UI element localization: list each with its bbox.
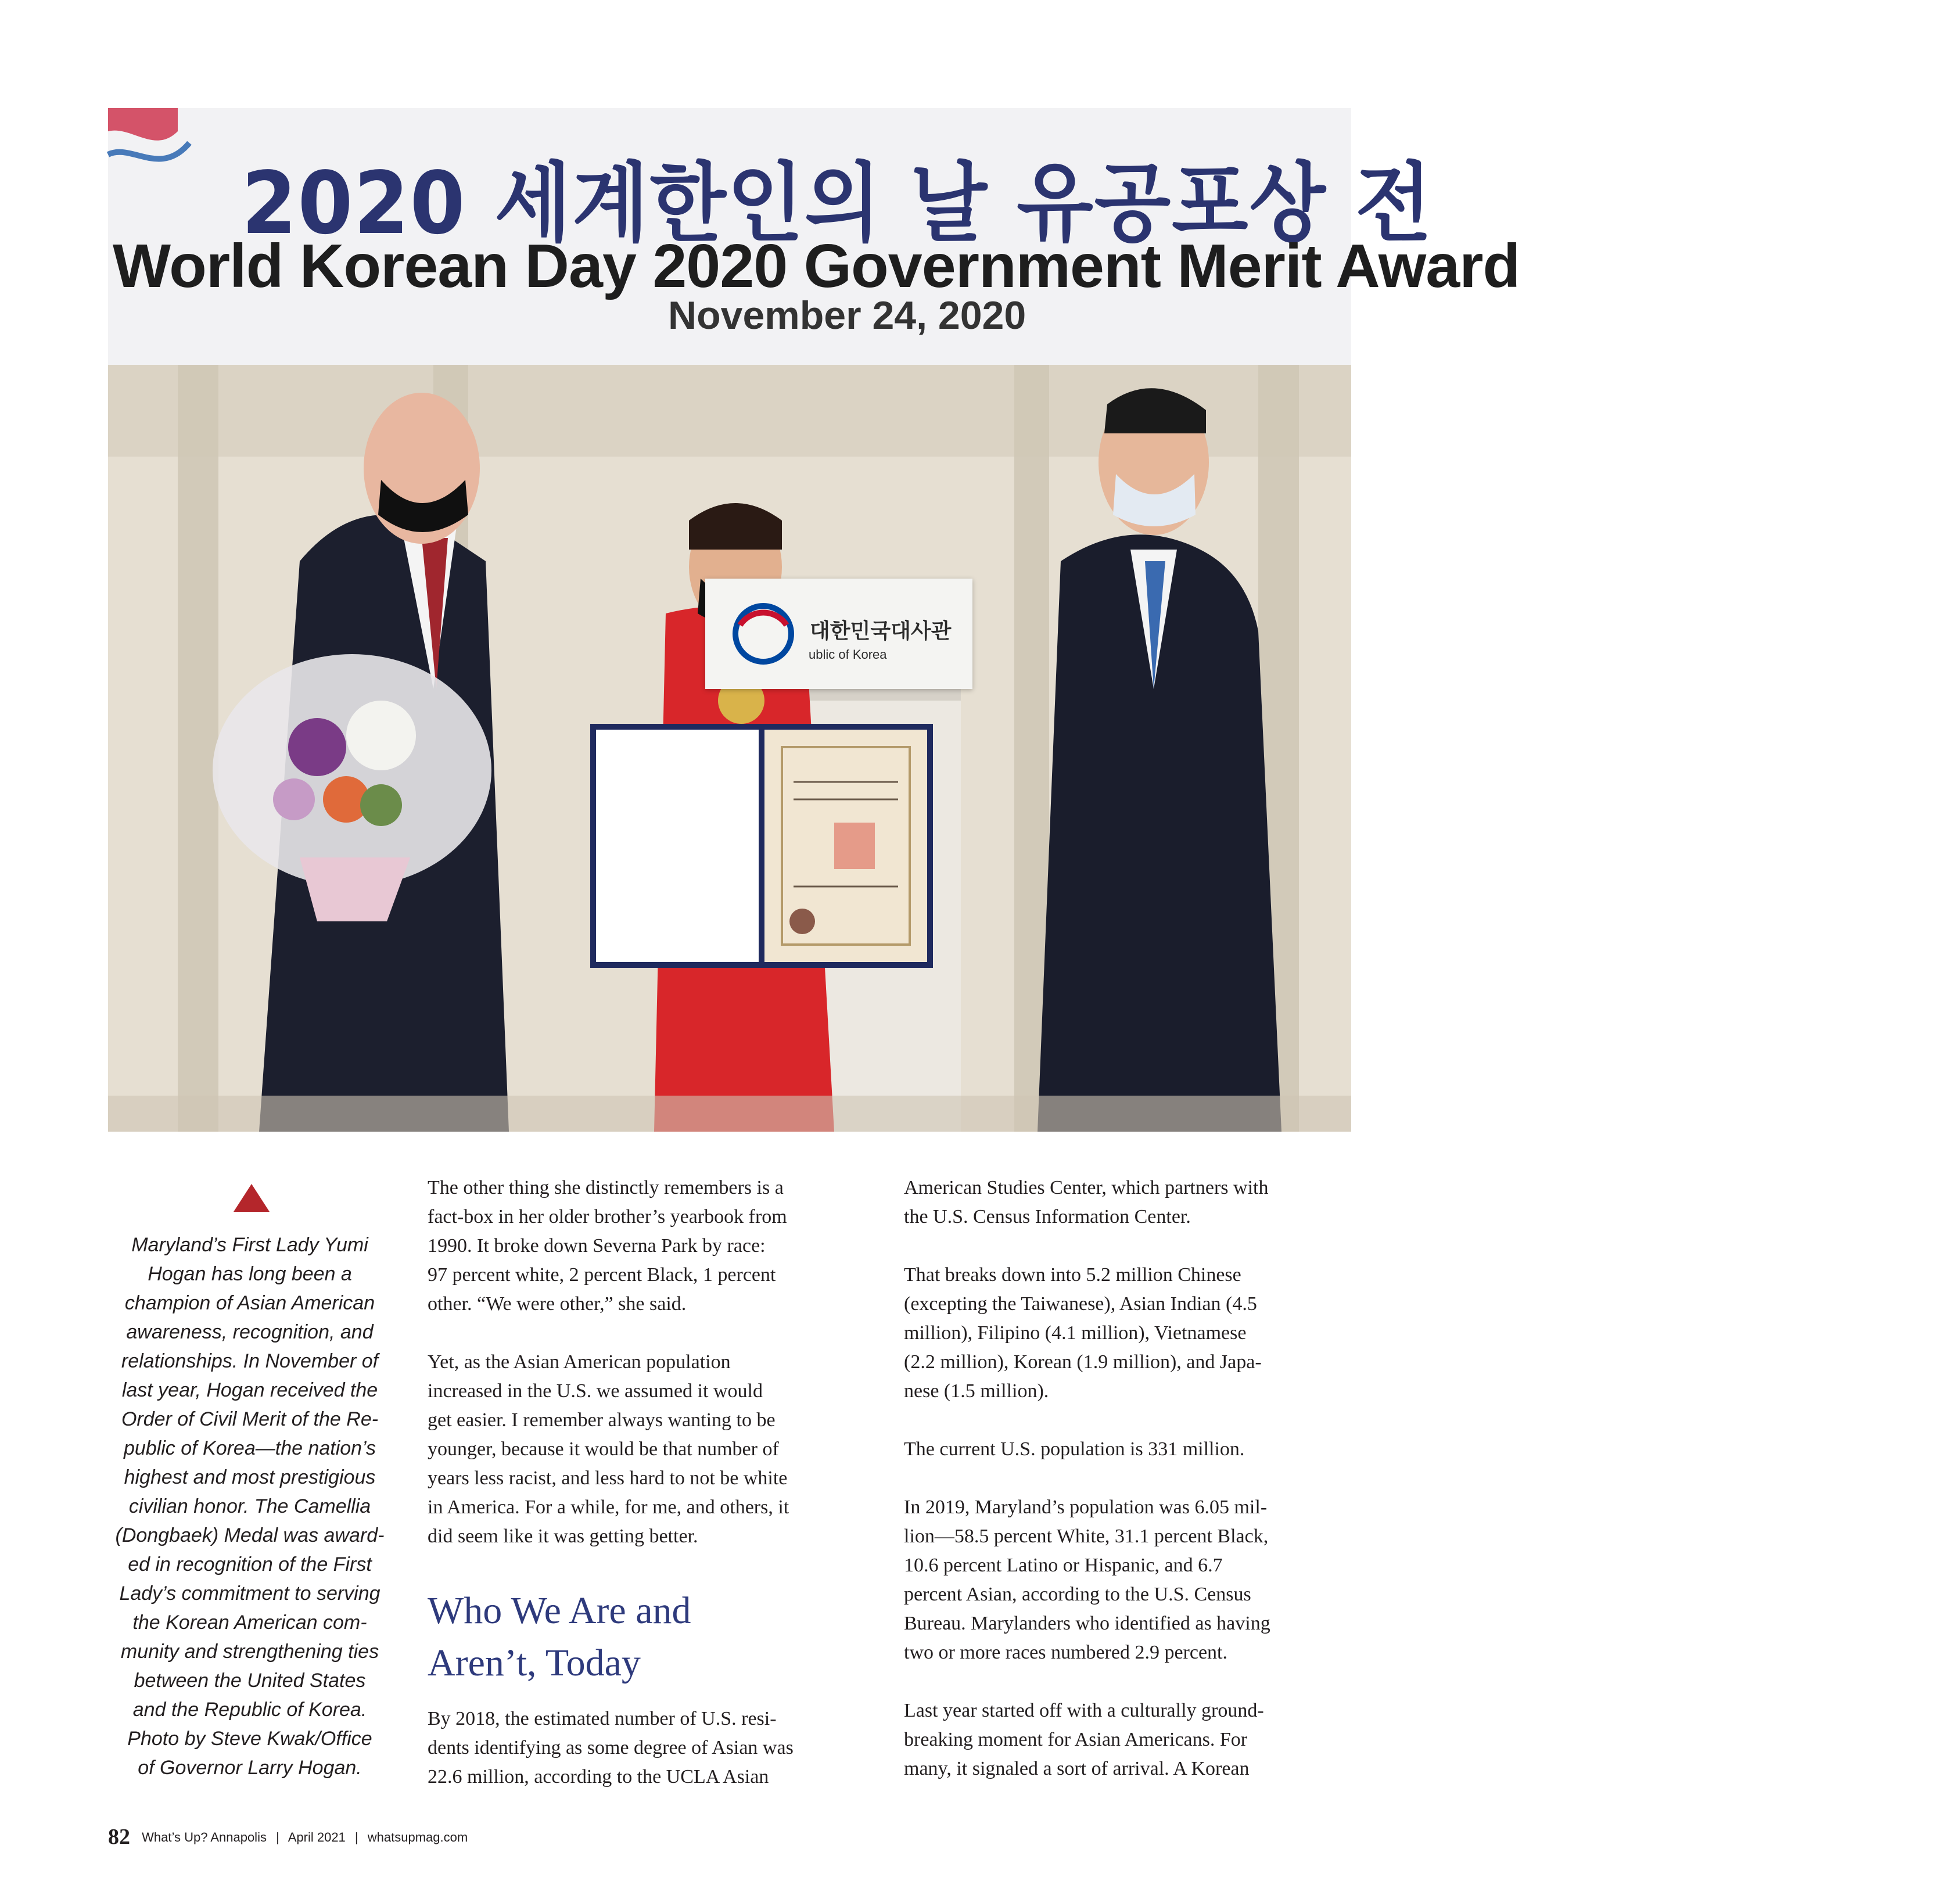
text-line: two or more races numbered 2.9 percent. [904, 1642, 1227, 1663]
heading-line: Who We Are and [428, 1589, 691, 1632]
caption-line: Lady’s commitment to serving [119, 1582, 380, 1605]
page-footer [108, 1824, 468, 1850]
paragraph [428, 1173, 869, 1319]
body-column-2 [428, 1173, 869, 1792]
caption-line: ed in recognition of the First [128, 1553, 372, 1575]
caption-line: munity and strengthening ties [120, 1641, 379, 1663]
paragraph [904, 1493, 1357, 1667]
text-line: 22.6 million, according to the UCLA Asian [428, 1766, 769, 1788]
text-line: dents identifying as some degree of Asian was [428, 1737, 794, 1758]
section-heading [428, 1585, 869, 1689]
text-line: (excepting the Taiwanese), Asian Indian (4.5 [904, 1293, 1257, 1315]
text-line: years less racist, and less hard to not be white [428, 1467, 788, 1489]
text-line: By 2018, the estimated number of U.S. resi- [428, 1708, 777, 1729]
text-line: 10.6 percent Latino or Hispanic, and 6.7 [904, 1555, 1223, 1576]
text-line: million), Filipino (4.1 million), Vietnamese [904, 1322, 1247, 1344]
paragraph [904, 1696, 1357, 1783]
award-ceremony-photo [108, 108, 1520, 1132]
caption-line: of Governor Larry Hogan. [138, 1757, 362, 1779]
text-line: other. “We were other,” she said. [428, 1293, 687, 1315]
text-line: in America. For a while, for me, and others, it [428, 1496, 789, 1518]
caption-line: Hogan has long been a [148, 1263, 352, 1285]
footer-separator: | [276, 1830, 279, 1844]
text-line: (2.2 million), Korean (1.9 million), and Japa- [904, 1351, 1262, 1373]
text-line: The current U.S. population is 331 million. [904, 1438, 1245, 1460]
event-banner [108, 108, 1520, 365]
caption-line: (Dongbaek) Medal was award- [115, 1524, 385, 1546]
caption-line: awareness, recognition, and [126, 1321, 374, 1343]
text-line: percent Asian, according to the U.S. Census [904, 1584, 1251, 1605]
embassy-sign-korean: 대한민국대사관 [810, 619, 952, 643]
caption-line: highest and most prestigious [124, 1466, 376, 1488]
caption-line: public of Korea—the nation’s [123, 1437, 376, 1459]
text-line: 97 percent white, 2 percent Black, 1 percent [428, 1264, 776, 1286]
text-line: lion—58.5 percent White, 31.1 percent Black, [904, 1526, 1269, 1547]
banner-english-title: World Korean Day 2020 Government Merit Award [113, 232, 1520, 300]
caption-line: champion of Asian American [124, 1292, 375, 1314]
caption-line: Photo by Steve Kwak/Office [127, 1728, 372, 1750]
caption-line: Maryland’s First Lady Yumi [131, 1234, 368, 1256]
text-line: fact-box in her older brother’s yearbook from [428, 1206, 787, 1228]
caption-line: the Korean American com- [132, 1612, 367, 1634]
text-line: 1990. It broke down Severna Park by race: [428, 1235, 766, 1257]
text-line: American Studies Center, which partners with [904, 1177, 1269, 1198]
publication-name: What’s Up? Annapolis [142, 1830, 267, 1844]
text-line: nese (1.5 million). [904, 1380, 1049, 1402]
banner-date: November 24, 2020 [668, 293, 1026, 338]
paragraph [428, 1704, 869, 1792]
embassy-sign [705, 579, 972, 689]
caption-line: civilian honor. The Camellia [128, 1495, 371, 1517]
banner-korean-title: 2020 세계한인의 날 유공포상 전 [242, 153, 1433, 253]
text-line: many, it signaled a sort of arrival. A Korean [904, 1758, 1250, 1779]
paragraph [904, 1173, 1357, 1232]
text-line: In 2019, Maryland’s population was 6.05 mil- [904, 1496, 1268, 1518]
website-link[interactable]: whatsupmag.com [367, 1830, 468, 1844]
text-line: younger, because it would be that number of [428, 1438, 779, 1460]
page-number: 82 [108, 1825, 130, 1849]
text-line: did seem like it was getting better. [428, 1526, 698, 1547]
caption-pointer-icon [234, 1184, 270, 1212]
paragraph [428, 1348, 869, 1551]
caption-line: last year, Hogan received the [121, 1379, 378, 1401]
text-line: The other thing she distinctly remembers is a [428, 1177, 784, 1198]
text-line: Last year started off with a culturally ground- [904, 1700, 1264, 1721]
caption-line: and the Republic of Korea. [132, 1699, 367, 1721]
text-line: That breaks down into 5.2 million Chinese [904, 1264, 1241, 1286]
issue-date: April 2021 [288, 1830, 346, 1844]
embassy-sign-english: ublic of Korea [809, 647, 887, 662]
caption-line: relationships. In November of [121, 1350, 379, 1372]
footer-separator: | [354, 1830, 358, 1844]
caption-line: Order of Civil Merit of the Re- [121, 1408, 379, 1430]
text-line: breaking moment for Asian Americans. For [904, 1729, 1248, 1750]
text-line: Yet, as the Asian American population [428, 1351, 731, 1373]
text-line: Bureau. Marylanders who identified as having [904, 1613, 1270, 1634]
paragraph [904, 1435, 1357, 1464]
text-line: increased in the U.S. we assumed it would [428, 1380, 763, 1402]
heading-line: Aren’t, Today [428, 1642, 641, 1684]
paragraph [904, 1261, 1357, 1406]
body-column-3 [904, 1173, 1357, 1783]
photo-caption [99, 1230, 401, 1782]
caption-line: between the United States [134, 1670, 366, 1692]
text-line: the U.S. Census Information Center. [904, 1206, 1191, 1228]
text-line: get easier. I remember always wanting to be [428, 1409, 776, 1431]
